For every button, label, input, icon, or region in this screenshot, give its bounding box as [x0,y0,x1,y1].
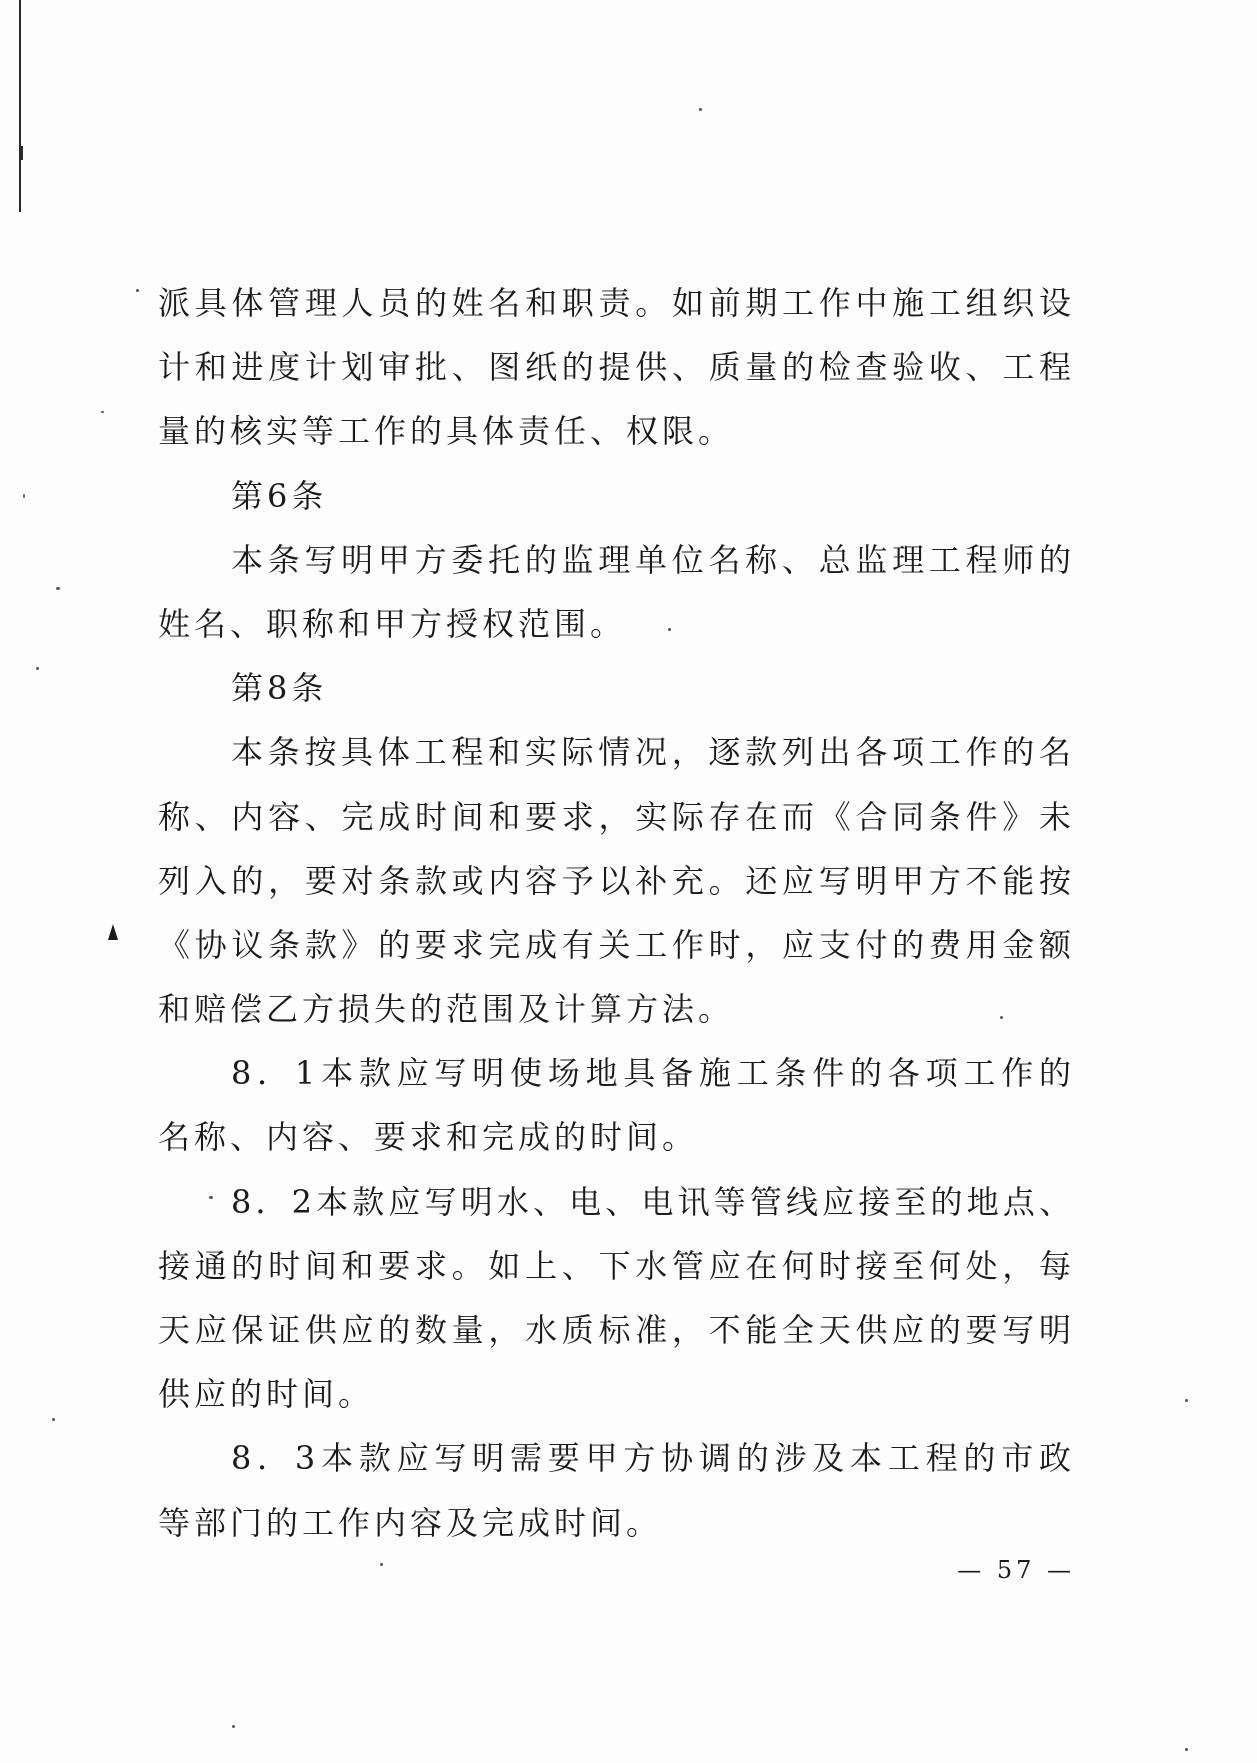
scan-speck [232,1725,235,1728]
scan-speck [1185,1399,1188,1402]
triangle-mark [108,924,118,940]
scan-speck [136,289,139,292]
text-line: 本条按具体工程和实际情况，逐款列出各项工作的名 [231,733,1075,772]
scan-edge-line [19,0,21,212]
article-heading-6 [158,464,1075,528]
scan-speck [1185,1748,1188,1751]
text-line: 8．3本款应写明需要甲方协调的涉及本工程的市政 [231,1439,1075,1478]
text-line: 8．1本款应写明使场地具备施工条件的各项工作的 [231,1054,1075,1093]
body-text [158,271,1075,1555]
heading-line: 第8条 [231,669,328,708]
scan-speck [699,108,702,111]
text-line: 天应保证供应的数量，水质标准，不能全天供应的要写明 [158,1311,1075,1349]
text-line: 称、内容、完成时间和要求，实际存在而《合同条件》未 [158,797,1075,836]
paragraph-article-8 [158,720,1075,1041]
article-heading-8 [158,656,1075,720]
scan-speck [380,1563,383,1566]
page-number: — 57 — [957,1556,1075,1584]
scan-speck [101,411,104,413]
paragraph-clause-8-2 [158,1170,1075,1427]
text-line: 量的核实等工作的具体责任、权限。 [158,412,735,451]
scan-speck [56,587,60,590]
scan-speck [23,494,25,498]
paragraph-clause-8-1 [158,1041,1075,1169]
scan-speck [52,1418,55,1421]
text-line: 列入的，要对条款或内容予以补充。还应写明甲方不能按 [158,861,1075,900]
text-line: 派具体管理人员的姓名和职责。如前期工作中施工组织设 [158,284,1075,322]
paragraph-clause-8-3 [158,1426,1075,1554]
heading-line: 第6条 [231,476,328,515]
paragraph-continuation [158,271,1075,464]
text-line: 等部门的工作内容及完成时间。 [158,1503,663,1542]
text-line: 《协议条款》的要求完成有关工作时，应支付的费用金额 [158,925,1075,964]
text-line: 接通的时间和要求。如上、下水管应在何时接至何处，每 [158,1246,1075,1285]
text-line: 供应的时间。 [158,1375,375,1414]
paragraph-article-6 [158,528,1075,656]
scan-speck [36,667,39,670]
text-line: 姓名、职称和甲方授权范围。 [158,604,627,643]
text-line: 计和进度计划审批、图纸的提供、质量的检查验收、工程 [158,348,1075,387]
text-line: 本条写明甲方委托的监理单位名称、总监理工程师的 [231,540,1075,579]
text-line: 8．2本款应写明水、电、电讯等管线应接至的地点、 [231,1182,1075,1221]
text-line: 名称、内容、要求和完成的时间。 [158,1118,699,1157]
scan-edge-tick [21,146,23,160]
text-line: 和赔偿乙方损失的范围及计算方法。 [158,990,735,1029]
